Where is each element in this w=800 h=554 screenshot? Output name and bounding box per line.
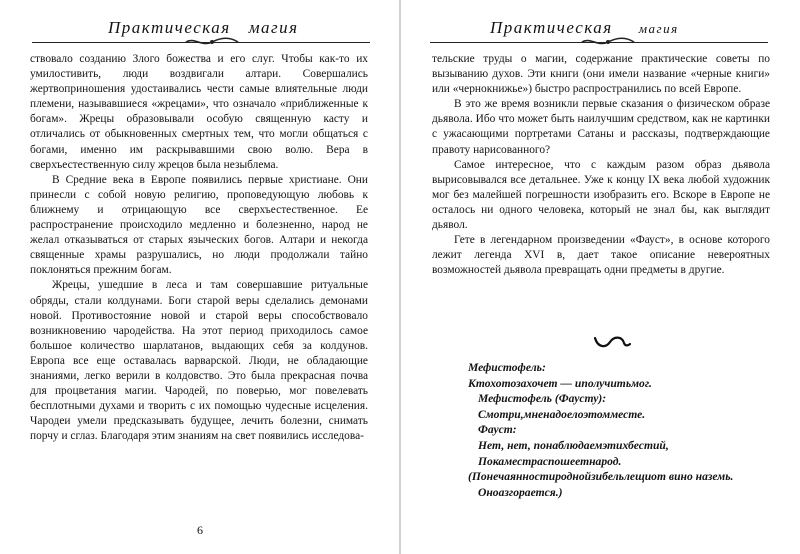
running-head: [490, 18, 679, 38]
dialogue-line: Смотри,мненадоелоэтомместе.: [478, 407, 646, 421]
running-head-word2: магия: [638, 21, 679, 36]
dialogue-line: Оноазгорается.): [478, 485, 563, 499]
right-page-body: [432, 52, 770, 278]
dialogue-line: (Понечаянностироднойзибельлещиот вино наземь.: [468, 470, 734, 484]
paragraph: Жрецы, ушедшие в леса и там совершавшие ритуальные обряды, стали колдунами. Боги старой веры сделались демонами новой. Противостояние новой и старой веры способствовало возникновению чародейства. На этот период приходилось самое большое количество шарлатанов, выдающих себя за колдунов. Европа все еще оставалась варварской. Люди, не обладающие знаниями, легко верили в колдовство. Это была прекрасная почва для процветания магии. Чародей, по поверью, мог повелевать бесплотными духами и творить с их помощью чудесные исцеления. Чародеи умели предсказывать будущее, лечить болезни, снимать порчу и сглаз. Благодаря этим знаниям на свет появились исследова-: [30, 279, 368, 443]
dialogue-line: Нет, нет, понаблюдаемэтихбестий,: [478, 438, 669, 452]
flourish-icon: [580, 36, 636, 48]
paragraph: Самое интересное, что с каждым разом образ дьявола вырисовывался все детальнее. Уже к концу IX века любой художник мог без малейшей погрешности изобразить его. Вскоре в Европе не осталось ни одного человека, который не знал бы, как выглядит дьявол.: [432, 158, 770, 232]
dialogue-line: Фауст:: [478, 423, 517, 437]
left-page-header: [32, 6, 370, 46]
paragraph: В Средние века в Европе появились первые христиане. Они принесли с собой новую религию, проповедующую любовь к ближнему и отрицающую все сверхъестественное. Ее распространение происходило медленно и болезненно, народ не желал отказываться от старых языческих богов. Алтари и некогда священные храмы разрушались, но люди продолжали тайно поклоняться прежним богам.: [30, 173, 368, 277]
ornament-icon: [592, 334, 632, 350]
dialogue-line: Ктохотозахочет — иполучитьмог.: [468, 376, 652, 390]
page-number: 6: [197, 523, 203, 537]
right-page-header: [430, 6, 768, 46]
left-page-body: [30, 52, 368, 444]
flourish-icon: [184, 36, 240, 48]
paragraph: В это же время возникли первые сказания о физическом образе дьявола. Ибо что может быть наилучшим средством, как не картинки с ужасающими портретами Сатаны и рассказы, подтверждающие правоту нарисованного?: [432, 98, 770, 156]
paragraph: тельские труды о магии, содержание практические советы по вызыванию духов. Эти книги (они имели название «черные книги» или «чернокнижье») быстро распространились по всей Европе.: [432, 53, 770, 96]
right-page: [400, 0, 800, 554]
dialogue-block: [468, 360, 768, 500]
running-head-word1: Практическая: [108, 18, 231, 37]
paragraph: Гете в легендарном произведении «Фауст», в основе которого лежит легенда XVI в, дает такое описание невероятных возможностей дьявола превращать одни предметы в другие.: [432, 234, 770, 277]
dialogue-line: Мефистофель (Фаусту):: [478, 392, 607, 406]
dialogue-line: Покаместраспошеетнарод.: [478, 454, 622, 468]
running-head-word2: магия: [248, 18, 299, 37]
running-head: [108, 18, 299, 38]
dialogue-line: Мефистофель:: [468, 361, 546, 374]
paragraph: ствовало созданию Злого божества и его слуг. Чтобы как-то их умилостивить, люди воздвигали алтари. Совершались жертвоприношения удостаивались чести самые влиятельные люди племени, называвшиеся «жрецами», что означало «приближенные к богам». Жрецы образовывали особую священную касту и отличались от обыкновенных смертных тем, что могли общаться с богами, именно им раскрывавшими свою волю. Вера в сверхъестественную силу жрецов была незыблема.: [30, 53, 368, 171]
running-head-word1: Практическая: [490, 18, 613, 37]
